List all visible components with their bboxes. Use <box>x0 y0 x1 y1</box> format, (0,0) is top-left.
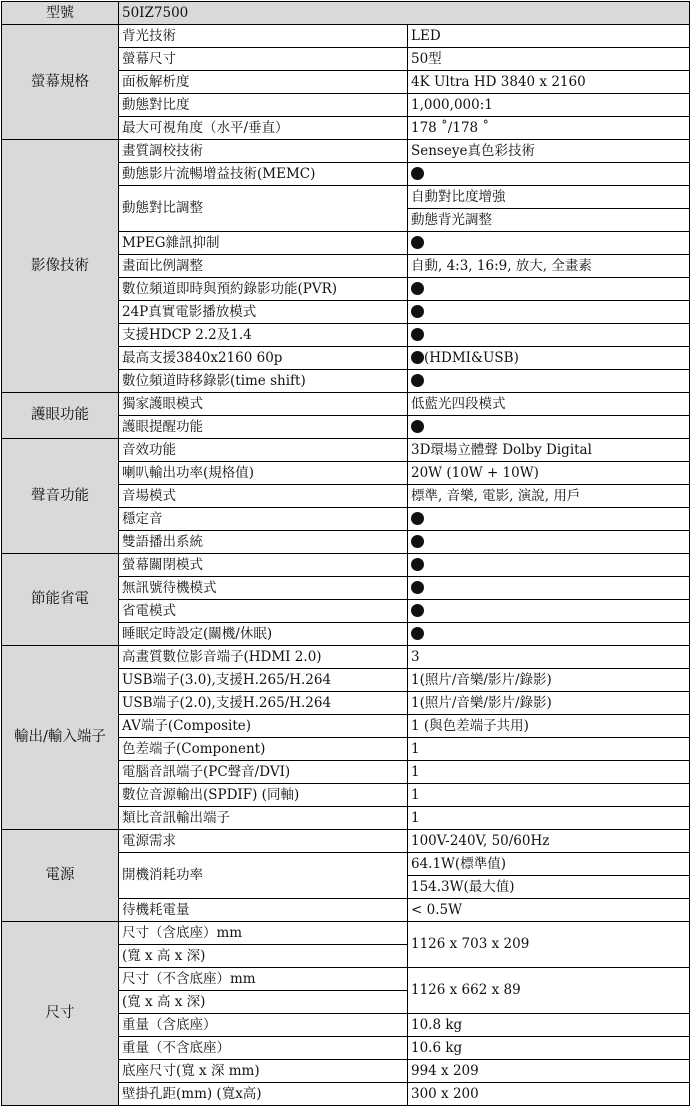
value-cell: 1126 x 703 x 209 <box>408 922 690 968</box>
value-cell: 64.1W(標準值) <box>408 853 690 876</box>
feature-cell: 數位頻道即時與預約錄影功能(PVR) <box>119 278 408 301</box>
supported-dot-icon <box>411 627 424 640</box>
feature-cell: 支援HDCP 2.2及1.4 <box>119 324 408 347</box>
feature-cell: 待機耗電量 <box>119 899 408 922</box>
feature-cell: 24P真實電影播放模式 <box>119 301 408 324</box>
feature-cell: 喇叭輸出功率(規格值) <box>119 462 408 485</box>
feature-cell: 數位頻道時移錄影(time shift) <box>119 370 408 393</box>
value-cell: LED <box>408 25 690 48</box>
feature-cell: 音效功能 <box>119 439 408 462</box>
value-cell: 994 x 209 <box>408 1060 690 1083</box>
value-suffix: (HDMI&USB) <box>424 349 519 366</box>
value-cell <box>408 554 690 577</box>
feature-cell: 護眼提醒功能 <box>119 416 408 439</box>
value-cell: 50型 <box>408 48 690 71</box>
feature-cell: 螢幕關閉模式 <box>119 554 408 577</box>
value-cell: 100V-240V, 50/60Hz <box>408 830 690 853</box>
feature-cell: 壁掛孔距(mm) (寬x高) <box>119 1083 408 1106</box>
feature-cell: 色差端子(Component) <box>119 738 408 761</box>
value-cell: < 0.5W <box>408 899 690 922</box>
value-cell: 1(照片/音樂/影片/錄影) <box>408 669 690 692</box>
supported-dot-icon <box>411 351 424 364</box>
spec-row <box>2 25 690 48</box>
feature-cell: 尺寸（不含底座）mm <box>119 968 408 991</box>
value-cell: 4K Ultra HD 3840 x 2160 <box>408 71 690 94</box>
value-cell: 動態背光調整 <box>408 209 690 232</box>
feature-cell: 螢幕尺寸 <box>119 48 408 71</box>
supported-dot-icon <box>411 328 424 341</box>
supported-dot-icon <box>411 512 424 525</box>
feature-cell: 高畫質數位影音端子(HDMI 2.0) <box>119 646 408 669</box>
model-label: 型號 <box>2 2 119 25</box>
feature-cell: 電腦音訊端子(PC聲音/DVI) <box>119 761 408 784</box>
value-cell: 自動, 4:3, 16:9, 放大, 全畫素 <box>408 255 690 278</box>
value-cell: 1126 x 662 x 89 <box>408 968 690 1014</box>
feature-cell: (寬 x 高 x 深) <box>119 991 408 1014</box>
supported-dot-icon <box>411 236 424 249</box>
value-cell <box>408 370 690 393</box>
feature-cell: 電源需求 <box>119 830 408 853</box>
feature-cell: 最大可視角度（水平/垂直） <box>119 117 408 140</box>
feature-cell: 畫面比例調整 <box>119 255 408 278</box>
feature-cell: (寬 x 高 x 深) <box>119 945 408 968</box>
value-cell: 低藍光四段模式 <box>408 393 690 416</box>
spec-row <box>2 830 690 853</box>
supported-dot-icon <box>411 305 424 318</box>
feature-cell: 背光技術 <box>119 25 408 48</box>
feature-cell: 無訊號待機模式 <box>119 577 408 600</box>
value-cell: 1 (與色差端子共用) <box>408 715 690 738</box>
feature-cell: 最高支援3840x2160 60p <box>119 347 408 370</box>
spec-table-body <box>2 2 690 1106</box>
category-cell: 聲音功能 <box>2 439 119 554</box>
value-cell: 10.8 kg <box>408 1014 690 1037</box>
category-cell: 螢幕規格 <box>2 25 119 140</box>
feature-cell: USB端子(3.0),支援H.265/H.264 <box>119 669 408 692</box>
value-cell: 1,000,000:1 <box>408 94 690 117</box>
value-cell <box>408 416 690 439</box>
value-cell <box>408 623 690 646</box>
feature-cell: MPEG雜訊抑制 <box>119 232 408 255</box>
value-cell <box>408 163 690 186</box>
model-value: 50IZ7500 <box>119 2 690 25</box>
category-cell: 影像技術 <box>2 140 119 393</box>
supported-dot-icon <box>411 604 424 617</box>
value-cell <box>408 278 690 301</box>
value-cell <box>408 232 690 255</box>
value-cell: 1(照片/音樂/影片/錄影) <box>408 692 690 715</box>
value-cell: 1 <box>408 784 690 807</box>
supported-dot-icon <box>411 581 424 594</box>
spec-row <box>2 393 690 416</box>
value-cell <box>408 347 690 370</box>
category-cell: 電源 <box>2 830 119 922</box>
feature-cell: 省電模式 <box>119 600 408 623</box>
supported-dot-icon <box>411 282 424 295</box>
category-cell: 護眼功能 <box>2 393 119 439</box>
feature-cell: AV端子(Composite) <box>119 715 408 738</box>
spec-row <box>2 439 690 462</box>
value-cell <box>408 324 690 347</box>
supported-dot-icon <box>411 167 424 180</box>
value-cell <box>408 301 690 324</box>
value-cell: 3 <box>408 646 690 669</box>
value-cell: 20W (10W + 10W) <box>408 462 690 485</box>
value-cell <box>408 577 690 600</box>
value-cell: Senseye真色彩技術 <box>408 140 690 163</box>
feature-cell: 動態影片流暢增益技術(MEMC) <box>119 163 408 186</box>
model-row <box>2 2 690 25</box>
spec-row <box>2 140 690 163</box>
feature-cell: 開機消耗功率 <box>119 853 408 899</box>
category-cell: 輸出/輸入端子 <box>2 646 119 830</box>
value-cell: 3D環場立體聲 Dolby Digital <box>408 439 690 462</box>
category-cell: 節能省電 <box>2 554 119 646</box>
feature-cell: 重量（不含底座） <box>119 1037 408 1060</box>
feature-cell: 睡眠定時設定(關機/休眠) <box>119 623 408 646</box>
feature-cell: USB端子(2.0),支援H.265/H.264 <box>119 692 408 715</box>
supported-dot-icon <box>411 558 424 571</box>
feature-cell: 音場模式 <box>119 485 408 508</box>
feature-cell: 底座尺寸(寬 x 深 mm) <box>119 1060 408 1083</box>
value-cell <box>408 508 690 531</box>
supported-dot-icon <box>411 420 424 433</box>
value-cell <box>408 531 690 554</box>
value-cell: 1 <box>408 738 690 761</box>
feature-cell: 雙語播出系統 <box>119 531 408 554</box>
value-cell <box>408 600 690 623</box>
feature-cell: 穩定音 <box>119 508 408 531</box>
feature-cell: 重量（含底座） <box>119 1014 408 1037</box>
value-cell: 1 <box>408 807 690 830</box>
spec-table <box>1 1 690 1106</box>
spec-row <box>2 922 690 945</box>
feature-cell: 面板解析度 <box>119 71 408 94</box>
feature-cell: 尺寸（含底座）mm <box>119 922 408 945</box>
feature-cell: 畫質調校技術 <box>119 140 408 163</box>
value-cell: 標準, 音樂, 電影, 演說, 用戶 <box>408 485 690 508</box>
value-cell: 300 x 200 <box>408 1083 690 1106</box>
spec-row <box>2 554 690 577</box>
value-cell: 自動對比度增強 <box>408 186 690 209</box>
feature-cell: 動態對比度 <box>119 94 408 117</box>
feature-cell: 類比音訊輸出端子 <box>119 807 408 830</box>
feature-cell: 數位音源輸出(SPDIF) (同軸) <box>119 784 408 807</box>
value-cell: 10.6 kg <box>408 1037 690 1060</box>
feature-cell: 動態對比調整 <box>119 186 408 232</box>
spec-row <box>2 646 690 669</box>
feature-cell: 獨家護眼模式 <box>119 393 408 416</box>
supported-dot-icon <box>411 374 424 387</box>
value-cell: 154.3W(最大值) <box>408 876 690 899</box>
category-cell: 尺寸 <box>2 922 119 1106</box>
value-cell: 1 <box>408 761 690 784</box>
supported-dot-icon <box>411 535 424 548</box>
value-cell: 178 ˚/178 ˚ <box>408 117 690 140</box>
